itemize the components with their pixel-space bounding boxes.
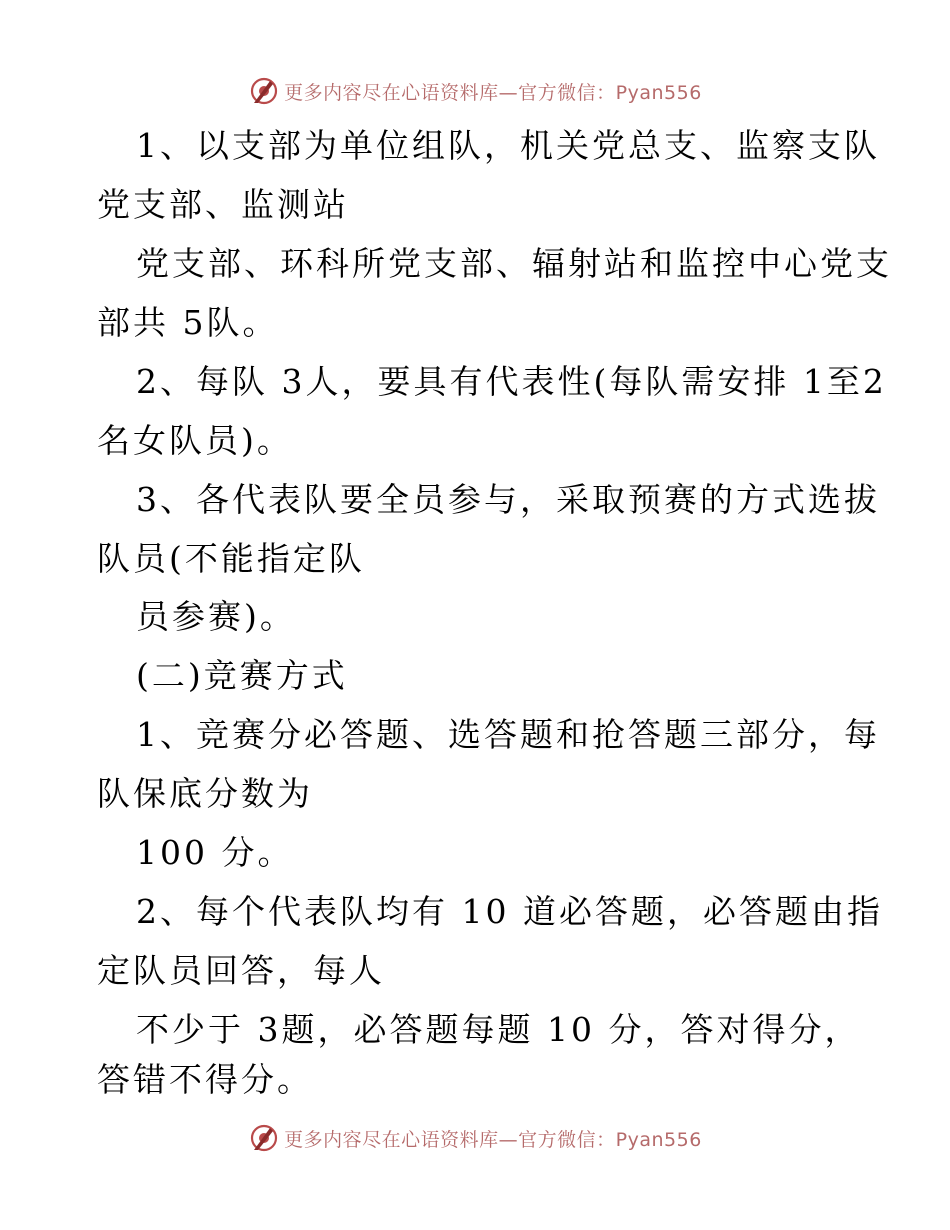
body-line: 队保底分数为 <box>97 774 313 813</box>
body-line: 100 分。 <box>136 833 294 872</box>
body-line: 党支部、监测站 <box>97 185 349 224</box>
body-line: 2、每队 3人，要具有代表性(每队需安排 1至2 <box>136 362 887 401</box>
body-line: 员参赛)。 <box>136 597 296 636</box>
body-line: 2、每个代表队均有 10 道必答题，必答题由指 <box>136 892 883 931</box>
body-line: 3、各代表队要全员参与，采取预赛的方式选拔 <box>136 480 880 519</box>
header-watermark <box>0 71 950 111</box>
quill-seal-icon <box>248 1122 280 1154</box>
body-line: 名女队员)。 <box>97 421 293 460</box>
body-line: 定队员回答，每人 <box>97 951 385 990</box>
watermark-text: 更多内容尽在心语资料库—官方微信：Pyan556 <box>284 81 702 104</box>
body-line: 1、以支部为单位组队，机关党总支、监察支队 <box>136 126 880 165</box>
body-line: 不少于 3题，必答题每题 10 分，答对得分， <box>136 1010 861 1049</box>
body-line: 党支部、环科所党支部、辐射站和监控中心党支 <box>136 244 892 283</box>
body-line: 队员(不能指定队 <box>97 539 365 578</box>
body-line: 部共 5队。 <box>97 303 279 342</box>
quill-seal-icon <box>248 75 280 107</box>
body-line: 1、竞赛分必答题、选答题和抢答题三部分，每 <box>136 715 880 754</box>
section-heading: (二)竞赛方式 <box>136 656 348 695</box>
footer-watermark <box>0 1118 950 1158</box>
body-line: 答错不得分。 <box>97 1060 313 1099</box>
watermark-text: 更多内容尽在心语资料库—官方微信：Pyan556 <box>284 1128 702 1151</box>
